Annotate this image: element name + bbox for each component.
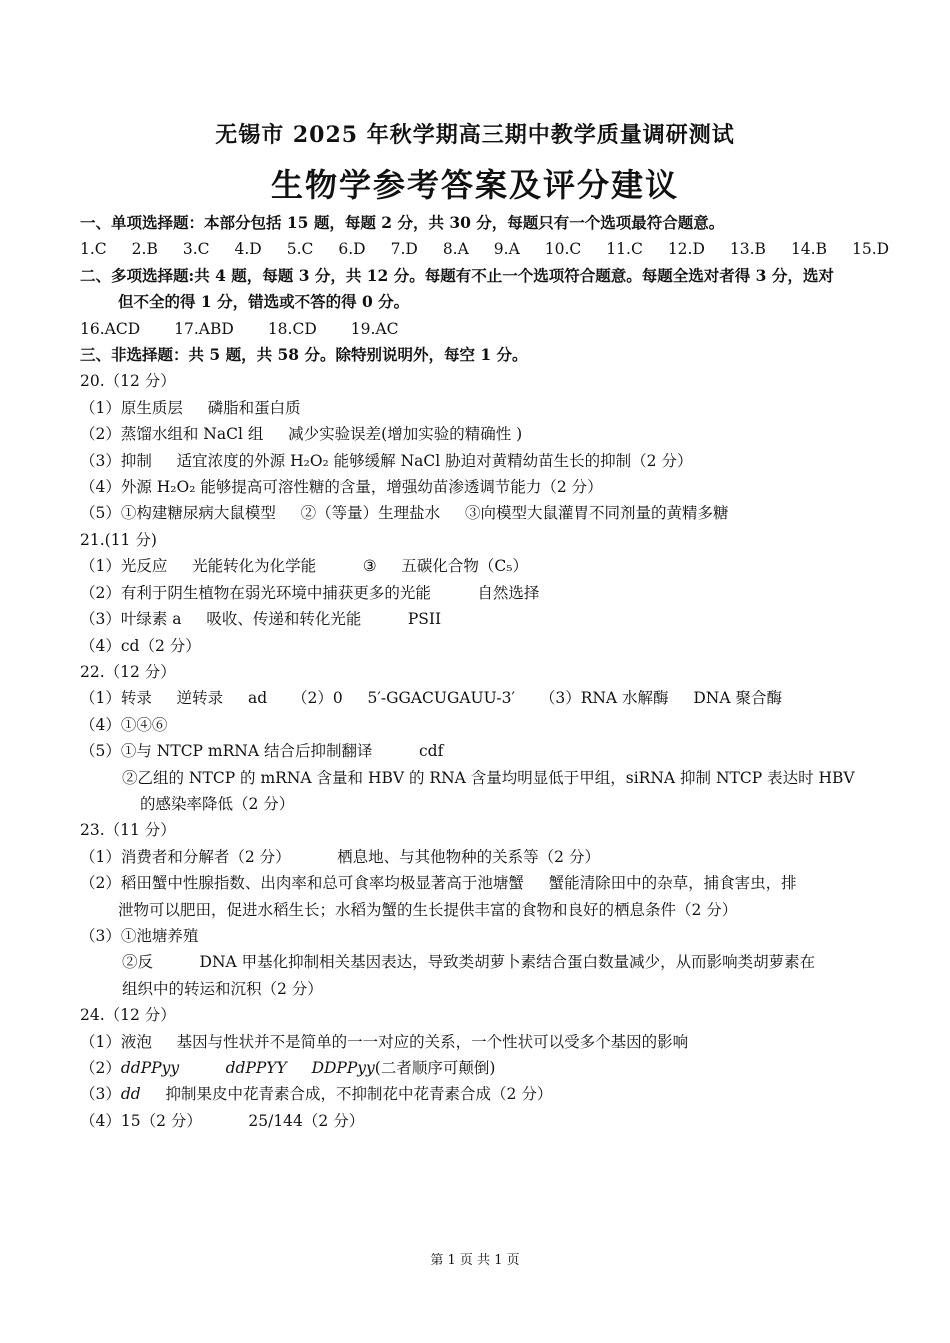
answer-text: 磷脂和蛋白质 xyxy=(207,398,301,417)
answer-text: （3）叶绿素 a xyxy=(80,610,182,629)
answer-text: ③ xyxy=(362,557,377,576)
answer-text: 蟹能清除田中的杂草，捕食害虫，排 xyxy=(548,874,797,893)
q20-part-1 xyxy=(80,395,880,421)
answer-item: 9.A xyxy=(493,240,520,259)
q21-part-3 xyxy=(80,606,880,632)
answer-text: （2） xyxy=(80,1059,121,1077)
multi-choice-answers xyxy=(80,316,880,342)
answer-text: （3）RNA 水解酶 xyxy=(539,689,669,708)
answer-item: 7.D xyxy=(390,240,418,259)
q21-part-1 xyxy=(80,553,880,579)
answer-item: 5.C xyxy=(286,240,314,259)
q24-part-1 xyxy=(80,1029,880,1055)
answer-text: PSII xyxy=(407,610,442,629)
answer-item: 4.D xyxy=(234,240,262,259)
q23-part-2 xyxy=(80,870,880,896)
answer-item: 19.AC xyxy=(350,319,399,338)
answer-text: ③向模型大鼠灌胃不同剂量的黄精多糖 xyxy=(464,504,729,523)
q24-part-3 xyxy=(80,1081,880,1107)
answer-text: （1）原生质层 xyxy=(80,398,183,417)
q22-part-5 xyxy=(80,738,880,764)
answer-text: DNA 甲基化抑制相关基因表达，导致类胡萝卜素结合蛋白数量减少，从而影响类胡萝素在 xyxy=(199,953,816,972)
answer-text: ②反 xyxy=(122,953,154,972)
genotype-text: ddPPYY xyxy=(225,1059,287,1077)
q21-part-2 xyxy=(80,580,880,606)
q23-part-3-sub-2-cont: 组织中的转运和沉积（2 分） xyxy=(122,979,323,998)
answer-item: 12.D xyxy=(667,240,705,259)
answer-item: 11.C xyxy=(606,240,643,259)
answer-text: 吸收、传递和转化光能 xyxy=(206,610,362,629)
answer-text: （3）抑制 xyxy=(80,451,152,470)
answer-text: 栖息地、与其他物种的关系等（2 分） xyxy=(337,847,600,866)
answer-text: （1）转录 xyxy=(80,689,152,708)
q20-part-3 xyxy=(80,448,880,474)
section-2-heading: 二、多项选择题:共 4 题，每题 3 分，共 12 分。每题有不止一个选项符合题意。每题全选对者得 3 分，选对 xyxy=(80,265,834,285)
answer-text: ad xyxy=(247,689,268,708)
answer-text: 光能转化为化学能 xyxy=(192,557,317,576)
answer-item: 10.C xyxy=(544,240,582,259)
answer-item: 8.A xyxy=(442,240,469,259)
answer-text: (二者顺序可颠倒) xyxy=(374,1059,496,1077)
answer-text: （1）液泡 xyxy=(80,1032,152,1051)
q24-part-2 xyxy=(80,1055,880,1081)
answer-text: 5′-GGACUGAUU-3′ xyxy=(367,689,516,708)
single-choice-answers xyxy=(80,236,890,262)
answer-text: ②（等量）生理盐水 xyxy=(300,504,441,523)
question-20-title: 20.（12 分） xyxy=(80,372,176,391)
answer-text: 适宜浓度的外源 H₂O₂ 能够缓解 NaCl 胁迫对黄精幼苗生长的抑制（2 分） xyxy=(176,451,693,470)
exam-title: 无锡市 2025 年秋学期高三期中教学质量调研测试 xyxy=(215,122,735,148)
document-subtitle: 生物学参考答案及评分建议 xyxy=(270,166,679,204)
q23-part-3: （3）①池塘养殖 xyxy=(80,926,199,945)
answer-text: 基因与性状并不是简单的一一对应的关系，一个性状可以受多个基因的影响 xyxy=(176,1032,689,1051)
q24-part-4 xyxy=(80,1108,880,1134)
q22-parts-1-3 xyxy=(80,685,880,711)
question-21-title: 21.(11 分) xyxy=(80,530,157,549)
answer-text: （2）0 xyxy=(291,689,343,708)
answer-text: （1）消费者和分解者（2 分） xyxy=(80,847,291,866)
question-23-title: 23.（11 分） xyxy=(80,821,176,840)
answer-item: 13.B xyxy=(729,240,766,259)
q22-part-5-sub-2-cont: 的感染率降低（2 分） xyxy=(140,794,295,813)
q22-part-4: （4）①④⑥ xyxy=(80,715,168,734)
answer-item: 1.C xyxy=(80,240,107,259)
answer-text: 减少实验误差(增加实验的精确性 ) xyxy=(288,425,523,444)
answer-text: （3） xyxy=(80,1085,121,1104)
answer-item: 3.C xyxy=(182,240,210,259)
q23-part-3-sub-2 xyxy=(80,949,880,975)
answer-text: （1）光反应 xyxy=(80,557,168,576)
genotype-text: ddPPyy xyxy=(120,1059,180,1077)
answer-text: 抑制果皮中花青素合成，不抑制花中花青素合成（2 分） xyxy=(165,1085,553,1104)
q20-part-5 xyxy=(80,500,880,526)
question-22-title: 22.（12 分） xyxy=(80,662,176,681)
q22-part-5-sub-2: ②乙组的 NTCP 的 mRNA 含量和 HBV 的 RNA 含量均明显低于甲组，siRNA 抑制 NTCP 表达时 HBV xyxy=(122,768,855,787)
question-24-title: 24.（12 分） xyxy=(80,1006,176,1025)
q21-part-4: （4）cd（2 分） xyxy=(80,636,201,655)
answer-text: cdf xyxy=(418,742,444,761)
answer-item: 18.CD xyxy=(267,319,317,338)
answer-text: （2）稻田蟹中性腺指数、出肉率和总可食率均极显著高于池塘蟹 xyxy=(80,874,524,893)
answer-text: 25/144（2 分） xyxy=(248,1111,365,1130)
answer-text: （4）15（2 分） xyxy=(80,1111,202,1130)
answer-item: 6.D xyxy=(338,240,366,259)
answer-text: 逆转录 xyxy=(176,689,224,708)
genotype-text: DDPPyy xyxy=(311,1059,375,1077)
q23-part-2-cont: 泄物可以肥田，促进水稻生长；水稻为蟹的生长提供丰富的食物和良好的栖息条件（2 分） xyxy=(118,900,738,919)
section-1-heading: 一、单项选择题：本部分包括 15 题，每题 2 分，共 30 分，每题只有一个选项最符合题意。 xyxy=(80,213,725,232)
page-number: 第 1 页 共 1 页 xyxy=(430,1253,520,1268)
answer-text: （2）有利于阴生植物在弱光环境中捕获更多的光能 xyxy=(80,583,431,602)
q20-part-2 xyxy=(80,421,880,447)
answer-text: DNA 聚合酶 xyxy=(693,689,782,708)
section-2-heading-cont: 但不全的得 1 分，错选或不答的得 0 分。 xyxy=(118,292,410,312)
answer-item: 15.D xyxy=(851,240,890,259)
answer-item: 14.B xyxy=(790,240,827,259)
answer-text: （2）蒸馏水组和 NaCl 组 xyxy=(80,425,264,444)
answer-text: 五碳化合物（C₅） xyxy=(401,557,528,576)
answer-text: （5）①构建糖尿病大鼠模型 xyxy=(80,504,276,523)
answer-item: 17.ABD xyxy=(174,319,234,338)
answer-item: 2.B xyxy=(131,240,158,259)
answer-item: 16.ACD xyxy=(80,319,141,338)
q23-part-1 xyxy=(80,844,880,870)
genotype-text: dd xyxy=(120,1085,141,1104)
answer-content xyxy=(80,210,890,1134)
section-3-heading: 三、非选择题：共 5 题，共 58 分。除特别说明外，每空 1 分。 xyxy=(80,345,528,365)
q20-part-4: （4）外源 H₂O₂ 能够提高可溶性糖的含量，增强幼苗渗透调节能力（2 分） xyxy=(80,478,603,497)
answer-text: 自然选择 xyxy=(477,583,540,602)
answer-text: （5）①与 NTCP mRNA 结合后抑制翻译 xyxy=(80,742,373,761)
